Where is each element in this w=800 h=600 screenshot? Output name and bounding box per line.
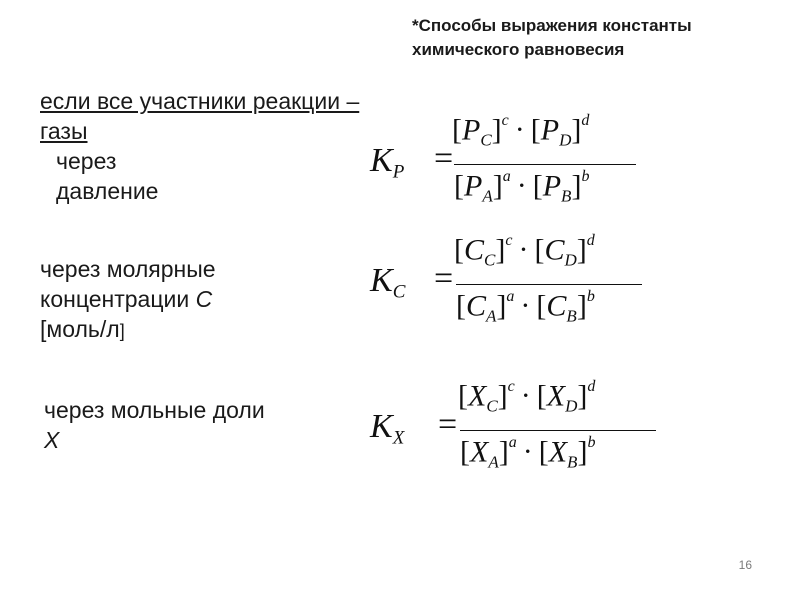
num-sub-2: D xyxy=(565,396,578,416)
den-dot: · xyxy=(520,289,531,323)
den-var-2: C xyxy=(546,289,567,323)
numerator xyxy=(452,112,589,150)
num-sub-2: D xyxy=(559,130,572,150)
den-sub-1: A xyxy=(486,306,497,326)
den-exp-1: a xyxy=(506,288,515,305)
slide-title-line-2: химического равновесия xyxy=(412,40,625,59)
den-var-1: C xyxy=(466,289,487,323)
molar-unit: моль/л xyxy=(46,316,120,342)
molar-concentration-description xyxy=(40,254,216,346)
num-bracket-open-1: [ xyxy=(458,379,468,413)
den-var-1: X xyxy=(470,435,489,469)
pressure-label-line-1: через xyxy=(56,148,117,174)
mole-fraction-label: через мольные доли xyxy=(44,397,265,423)
gas-condition-line-2: газы xyxy=(40,118,88,144)
num-exp-1: c xyxy=(505,232,513,249)
num-var-2: X xyxy=(546,379,566,413)
k-subscript: C xyxy=(392,281,406,303)
den-exp-2: b xyxy=(581,168,590,185)
num-bracket-close-1: ] xyxy=(497,379,508,413)
den-bracket-close-1: ] xyxy=(496,289,507,323)
den-sub-2: B xyxy=(566,306,577,326)
num-sub-1: C xyxy=(480,130,492,150)
den-bracket-close-2: ] xyxy=(577,435,588,469)
molar-label-line-2 xyxy=(40,284,216,314)
den-bracket-open-1: [ xyxy=(460,435,470,469)
den-exp-2: b xyxy=(586,288,595,305)
pressure-description xyxy=(40,86,359,206)
den-bracket-open-2: [ xyxy=(536,289,547,323)
fraction-bar xyxy=(460,430,656,431)
kp-formula xyxy=(370,112,640,212)
num-bracket-close-2: ] xyxy=(576,233,587,267)
fraction-bar xyxy=(454,164,636,165)
num-bracket-close-1: ] xyxy=(491,113,502,147)
num-dot: · xyxy=(520,379,531,413)
equilibrium-constant-symbol xyxy=(370,262,405,304)
denominator xyxy=(456,288,595,326)
numerator xyxy=(458,378,595,416)
den-exp-2: b xyxy=(587,434,596,451)
numerator xyxy=(454,232,595,270)
num-var-2: C xyxy=(544,233,565,267)
k-letter: K xyxy=(370,142,393,179)
num-dot: · xyxy=(514,113,525,147)
equals-sign: = xyxy=(434,260,454,297)
num-bracket-open-2: [ xyxy=(534,233,545,267)
num-bracket-open-1: [ xyxy=(452,113,462,147)
num-exp-1: c xyxy=(501,112,509,129)
k-letter: K xyxy=(370,262,393,299)
unit-close-bracket: ] xyxy=(119,321,125,341)
denominator xyxy=(454,168,589,206)
num-sub-1: C xyxy=(484,250,496,270)
den-exp-1: a xyxy=(502,168,511,185)
equals-sign: = xyxy=(434,140,454,177)
num-var-1: C xyxy=(464,233,485,267)
molar-label-text: концентрации xyxy=(40,286,196,312)
num-var-1: P xyxy=(462,113,481,147)
num-bracket-close-1: ] xyxy=(495,233,506,267)
denominator xyxy=(460,434,595,472)
den-sub-2: B xyxy=(561,186,572,206)
den-bracket-close-2: ] xyxy=(571,169,582,203)
den-bracket-open-2: [ xyxy=(538,435,549,469)
slide-title xyxy=(412,14,692,62)
den-dot: · xyxy=(522,435,533,469)
num-exp-2: d xyxy=(581,112,590,129)
num-exp-2: d xyxy=(587,378,596,395)
kc-formula xyxy=(370,232,650,332)
den-bracket-open-2: [ xyxy=(532,169,543,203)
slide-title-line-1: *Способы выражения константы xyxy=(412,16,692,35)
mole-fraction-symbol: X xyxy=(44,427,60,453)
den-exp-1: a xyxy=(508,434,517,451)
den-var-1: P xyxy=(464,169,483,203)
den-sub-2: B xyxy=(567,452,578,472)
equilibrium-constant-symbol xyxy=(370,142,404,184)
pressure-label-line-2: давление xyxy=(56,178,159,204)
den-bracket-close-2: ] xyxy=(576,289,587,323)
gas-condition-line-1: если все участники реакции – xyxy=(40,88,360,114)
den-var-2: X xyxy=(548,435,568,469)
num-bracket-open-2: [ xyxy=(536,379,547,413)
num-exp-2: d xyxy=(586,232,595,249)
num-var-2: P xyxy=(540,113,560,147)
num-sub-2: D xyxy=(564,250,577,270)
kx-formula xyxy=(370,378,660,478)
den-bracket-close-1: ] xyxy=(492,169,503,203)
den-bracket-open-1: [ xyxy=(454,169,464,203)
page-number: 16 xyxy=(738,558,752,572)
num-var-1: X xyxy=(468,379,487,413)
den-dot: · xyxy=(516,169,527,203)
mole-fraction-description xyxy=(44,395,265,455)
molar-label-line-1: через молярные xyxy=(40,256,216,282)
unit-open-bracket: [ xyxy=(40,316,47,342)
den-var-2: P xyxy=(542,169,562,203)
num-dot: · xyxy=(518,233,529,267)
k-letter: K xyxy=(370,408,393,445)
k-subscript: P xyxy=(392,161,405,183)
concentration-symbol: C xyxy=(195,286,213,312)
equals-sign: = xyxy=(438,406,458,443)
den-bracket-close-1: ] xyxy=(498,435,509,469)
den-bracket-open-1: [ xyxy=(456,289,466,323)
den-sub-1: A xyxy=(488,452,499,472)
molar-unit-line xyxy=(40,314,216,346)
k-subscript: X xyxy=(392,427,405,449)
num-bracket-open-2: [ xyxy=(530,113,541,147)
num-exp-1: c xyxy=(507,378,515,395)
num-bracket-open-1: [ xyxy=(454,233,464,267)
equilibrium-constant-symbol xyxy=(370,408,404,450)
num-bracket-close-2: ] xyxy=(577,379,588,413)
den-sub-1: A xyxy=(482,186,493,206)
fraction-bar xyxy=(456,284,642,285)
num-bracket-close-2: ] xyxy=(571,113,582,147)
num-sub-1: C xyxy=(486,396,498,416)
